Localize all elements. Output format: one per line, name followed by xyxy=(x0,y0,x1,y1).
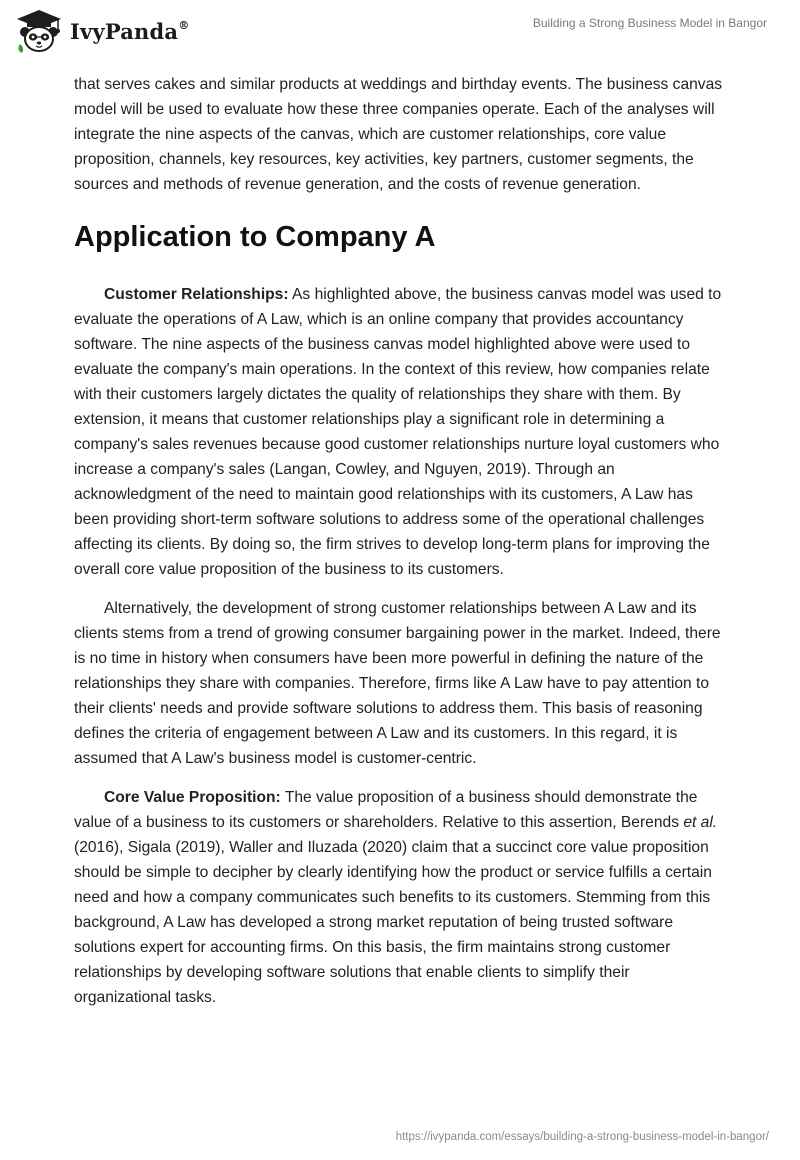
core-value-italic: et al. xyxy=(683,814,718,831)
intro-paragraph: that serves cakes and similar products at weddings and birthday events. The business canvas model will be used to evaluate how these three companies operate. Each of the analyses will integrate the nine aspects of the canvas, which are customer relationships, core value proposition, channels, key resources, key activities, key partners, customer segments, the sources and methods of revenue generation, and the costs of revenue generation. xyxy=(74,76,723,193)
document-title: Building a Strong Business Model in Bangor xyxy=(532,16,767,30)
brand-name: IvyPanda® xyxy=(70,18,190,44)
source-url[interactable]: https://ivypanda.com/essays/building-a-strong-business-model-in-bangor/ xyxy=(395,1131,769,1143)
page-header xyxy=(0,0,800,70)
core-value-label: Core Value Proposition: xyxy=(104,789,281,806)
core-value-paragraph xyxy=(74,785,728,1010)
panda-graduate-icon xyxy=(14,8,64,54)
section-heading: Application to Company A xyxy=(74,221,436,253)
customer-relationships-text: As highlighted above, the business canvas model was used to evaluate the operations of A Law, which is an online company that provides accountancy software. The nine aspects of the business canvas model highlighted above were used to evaluate the company's main operations. In the context of this review, how companies relate with their customers largely dictates the quality of relationships they share with them. By extension, it means that customer relationships play a significant role in determining a company's sales revenues because good customer relationships nurture loyal customers who increase a company's sales (Langan, Cowley, and Nguyen, 2019). Through an acknowledgment of the need to maintain good relationships with its customers, A Law has been providing short-term software solutions to address some of the operational challenges affecting its clients. By doing so, the firm strives to develop long-term plans for improving the overall core value proposition of the business to its customers. xyxy=(74,286,722,578)
customer-relationships-label: Customer Relationships: xyxy=(104,286,289,303)
core-value-text-before: The value proposition of a business should demonstrate the value of a business to its customers or shareholders. Relative to this assertion, Berends xyxy=(74,789,698,831)
core-value-text-after: (2016), Sigala (2019), Waller and Iluzada (2020) claim that a succinct core value proposition should be simple to decipher by clearly identifying how the product or service fulfills a certain need and how a company communicates such benefits to its customers. Stemming from this background, A Law has developed a strong market reputation of being trusted software solutions expert for accounting firms. On this basis, the firm maintains strong customer relationships by developing software solutions that enable clients to simplify their organizational tasks. xyxy=(74,839,712,1006)
essay-body xyxy=(74,72,728,1010)
alternatively-paragraph: Alternatively, the development of strong customer relationships between A Law and its clients stems from a trend of growing consumer bargaining power in the market. Indeed, there is no time in history when consumers have been more powerful in defining the nature of the relationships they share with companies. Therefore, firms like A Law have to pay attention to their clients' needs and provide software solutions to address them. This basis of reasoning defines the criteria of engagement between A Law and its customers. In this regard, it is assumed that A Law's business model is customer-centric. xyxy=(74,600,721,767)
customer-relationships-paragraph xyxy=(74,282,728,582)
ivypanda-logo[interactable] xyxy=(14,8,189,54)
